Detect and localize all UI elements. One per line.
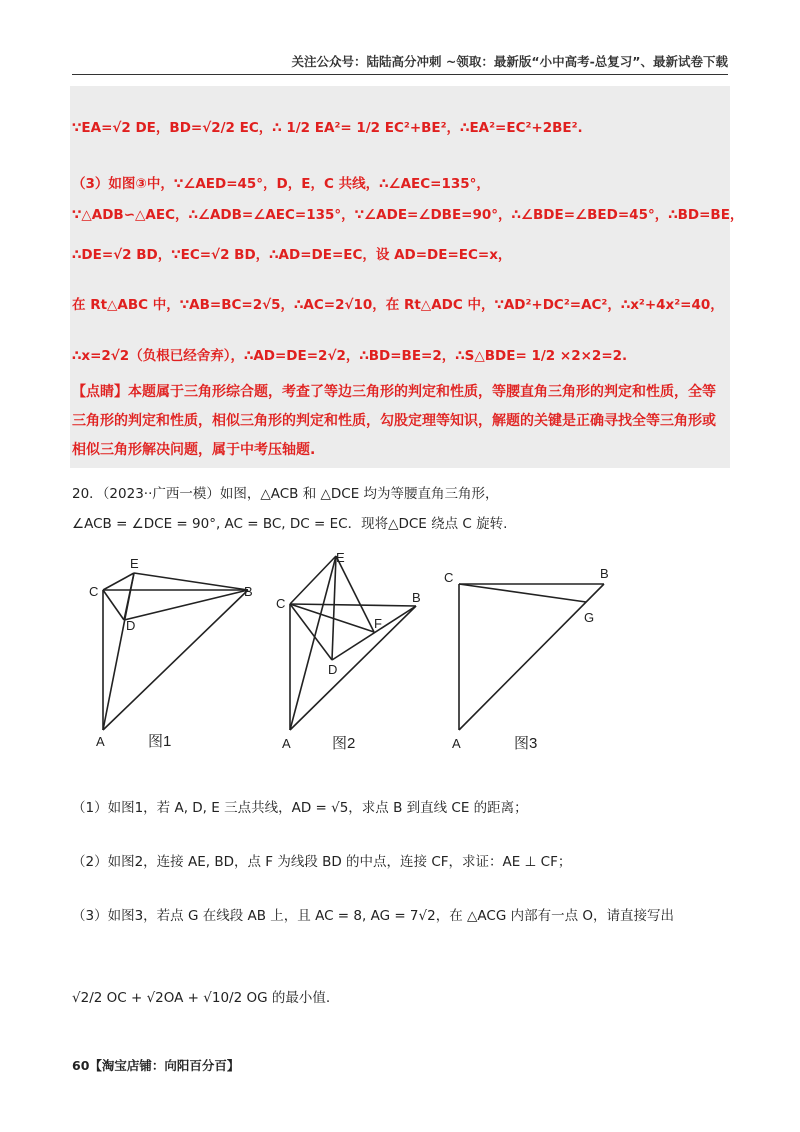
figure-3 (459, 584, 604, 730)
page-header: 关注公众号：陆陆高分冲刺 ~领取：最新版“小中高考-总复习”、最新试卷下载 (291, 54, 728, 69)
fig1-label-e: E (130, 556, 139, 571)
problem-part-3: （3）如图3，若点 G 在线段 AB 上，且 AC = 8, AG = 7√2，在 △ACG 内部有一点 O，请直接写出 (72, 908, 674, 924)
figure-2 (290, 556, 416, 730)
solution-line-3: ∵△ADB∽△AEC，∴∠ADB=∠AEC=135°，∵∠ADE=∠DBE=90°，∴∠BDE=∠BED=45°，∴BD=BE， (72, 207, 744, 223)
fig2-label-d: D (328, 662, 338, 677)
comment-text: 本题属于三角形综合题，考查了等边三角形的判定和性质，等腰直角三角形的判定和性质，全等三角形的判定和性质，相似三角形的判定和性质，勾股定理等知识，解题的关键是正确寻找全等三角形或相似三角形解决问题，属于中考压轴题. (72, 384, 716, 458)
fig3-label-b: B (600, 566, 609, 581)
page-footer: 60【淘宝店铺：向阳百分百】 (72, 1058, 240, 1073)
fig2-caption: 图2 (332, 735, 356, 752)
fig3-label-a: A (452, 736, 461, 751)
solution-line-2: （3）如图③中，∵∠AED=45°，D，E，C 共线，∴∠AEC=135°， (72, 176, 490, 192)
figures (86, 548, 646, 758)
fig2-label-e: E (336, 550, 345, 565)
fig1-label-d: D (126, 618, 136, 633)
solution-line-6: ∴x=2√2（负根已经舍弃），∴AD=DE=2√2，∴BD=BE=2，∴S△BDE= 1/2 ×2×2=2. (72, 348, 628, 364)
fig3-label-g: G (584, 610, 595, 625)
comment-block (72, 378, 727, 465)
problem-part-1: （1）如图1，若 A, D, E 三点共线，AD = √5，求点 B 到直线 CE 的距离； (72, 800, 528, 816)
comment-tag: 【点睛】 (72, 384, 128, 400)
fig2-label-c: C (276, 596, 286, 611)
problem-condition: ∠ACB = ∠DCE = 90°, AC = BC, DC = EC．现将△DCE 绕点 C 旋转. (72, 516, 508, 532)
fig2-label-f: F (374, 616, 382, 631)
solution-line-5: 在 Rt△ABC 中，∵AB=BC=2√5，∴AC=2√10，在 Rt△ADC 中，∵AD²+DC²=AC²，∴x²+4x²=40， (72, 297, 724, 313)
figure-1 (103, 573, 248, 730)
problem-part-2: （2）如图2，连接 AE, BD，点 F 为线段 BD 的中点，连接 CF，求证：AE ⊥ CF； (72, 854, 572, 870)
problem-part-3-expression: √2/2 OC + √2OA + √10/2 OG 的最小值. (72, 990, 331, 1006)
fig1-label-a: A (96, 734, 105, 749)
header-rule (72, 74, 728, 75)
fig1-label-c: C (89, 584, 99, 599)
problem-intro: 20．（2023··广西一模）如图，△ACB 和 △DCE 均为等腰直角三角形， (72, 486, 499, 502)
solution-line-4: ∴DE=√2 BD，∵EC=√2 BD，∴AD=DE=EC，设 AD=DE=EC=x， (72, 247, 512, 263)
fig1-label-b: B (244, 584, 253, 599)
fig3-caption: 图3 (514, 735, 538, 752)
solution-line-1: ∵EA=√2 DE，BD=√2/2 EC，∴ 1/2 EA²= 1/2 EC²+BE²，∴EA²=EC²+2BE². (72, 120, 583, 136)
fig3-label-c: C (444, 570, 454, 585)
fig2-label-a: A (282, 736, 291, 751)
fig1-caption: 图1 (148, 733, 172, 750)
fig2-label-b: B (412, 590, 421, 605)
